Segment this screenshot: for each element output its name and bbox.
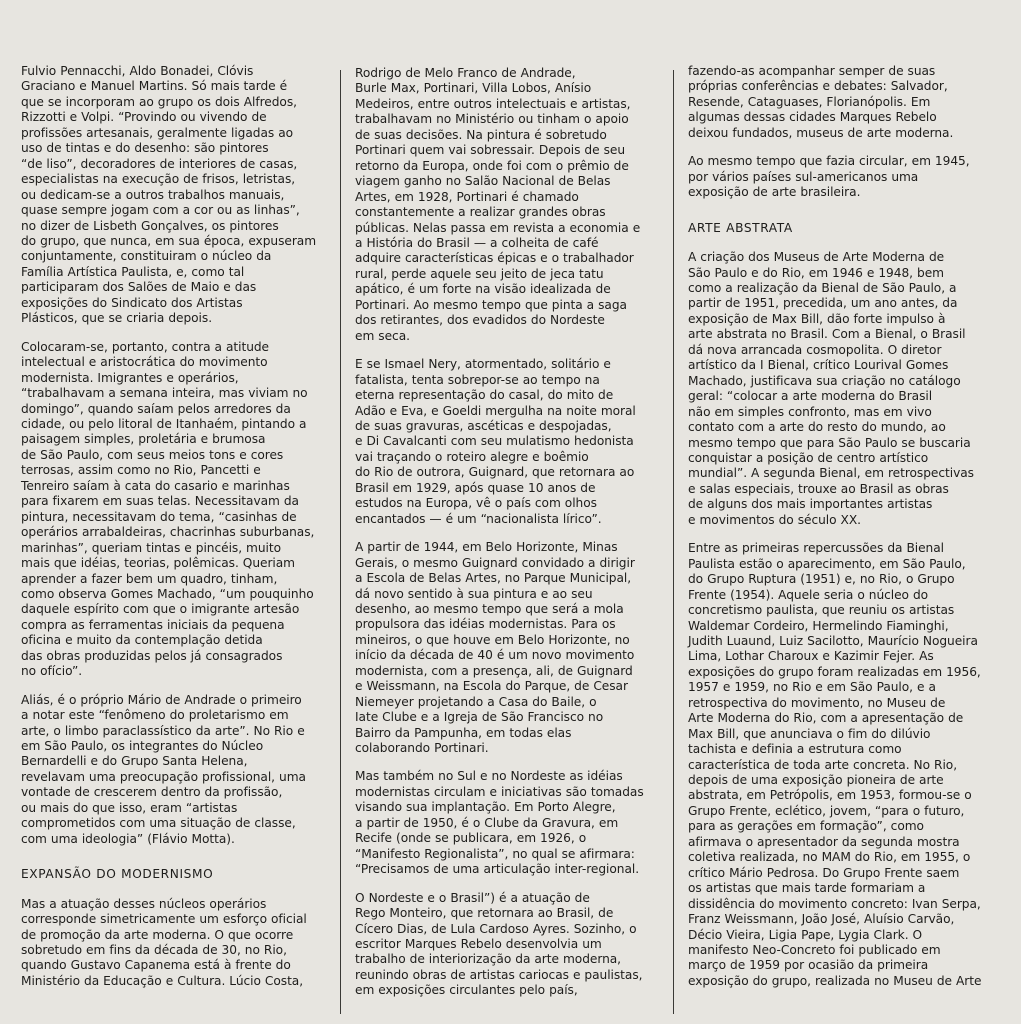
paragraph: fazendo-as acompanhar semper de suas próprias conferências e debates: Salvador, Resende, Cataguases, Florianópolis. Em algumas dessas cidades Marques Rebelo deixou fundados, museus de arte moderna.	[688, 64, 954, 140]
paragraph: Mas a atuação desses núcleos operários corresponde simetricamente um esforço oficial de promoção da arte moderna. O que ocorre sobretudo em fins da década de 30, no Rio, quando Gustavo Capanema está à frente do Ministério da Educação e Cultura. Lúcio Costa,	[21, 896, 307, 988]
paragraph: Mas também no Sul e no Nordeste as idéias modernistas circulam e iniciativas são tomadas visando sua implantação. Em Porto Alegre, a partir de 1950, é o Clube da Gravura, em Recife (onde se publicara, em 1926, o “Manifesto Regionalista”, no qual se afirmara: “Precisamos de uma articulação inter-regional.	[355, 769, 644, 877]
paragraph: O Nordeste e o Brasil”) é a atuação de Rego Monteiro, que retornara ao Brasil, de Cícero Dias, de Lula Cardoso Ayres. Sozinho, o escritor Marques Rebelo desenvolvia um trabalho de interiorização da arte moderna, reunindo obras de artistas cariocas e paulistas, em exposições circulantes pelo país,	[355, 890, 643, 998]
paragraph: Rodrigo de Melo Franco de Andrade, Burle Max, Portinari, Villa Lobos, Anísio Medeiros, entre outros intelectuais e artistas, trabalhavam no Ministério ou tinham o apoio de suas decisões. Na pintura é sobretudo Portinari quem vai sobressair. Depois de seu retorno da Europa, onde foi com o prêmio de viagem ganho no Salão Nacional de Belas Artes, em 1928, Portinari é chamado constantemente a realizar grandes obras públicas. Nelas passa em revista a economia e a História do Brasil — a colheita de café adquire características épicas e o trabalhador rural, perde aquele seu jeito de jeca tatu apático, é um forte na visão idealizada de Portinari. Ao mesmo tempo que pinta a saga dos retirantes, dos evadidos do Nordeste em seca.	[355, 66, 641, 343]
section-heading: EXPANSÃO DO MODERNISMO	[21, 867, 214, 882]
paragraph: Aliás, é o próprio Mário de Andrade o primeiro a notar este “fenômeno do proletarismo em arte, o limbo paraclassístico da arte”. No Rio e em São Paulo, os integrantes do Núcleo Bernardelli e do Grupo Santa Helena, revelavam uma preocupação profissional, uma vontade de crescerem dentro da profissão, ou mais do que isso, eram “artistas comprometidos com uma situação de classe, com uma ideologia” (Flávio Motta).	[21, 692, 306, 846]
section-heading: ARTE ABSTRATA	[688, 220, 793, 235]
paragraph: Entre as primeiras repercussões da Bienal Paulista estão o aparecimento, em São Paulo, do Grupo Ruptura (1951) e, no Rio, o Grupo Frente (1954). Aquele seria o núcleo do concretismo paulista, que reuniu os artistas Waldemar Cordeiro, Hermelindo Fiaminghi, Judith Luaund, Luiz Sacilotto, Maurício Nogueira Lima, Lothar Charoux e Kazimir Fejer. As exposições do grupo foram realizadas em 1956, 1957 e 1959, no Rio e em São Paulo, e a retrospectiva do movimento, no Museu de Arte Moderna do Rio, com a apresentação de Max Bill, que anunciava o fim do dilúvio tachista e definia a estrutura como característica de toda arte concreta. No Rio, depois de uma exposição pioneira de arte abstrata, em Petrópolis, em 1953, formou-se o Grupo Frente, eclético, jovem, “para o futuro, para as gerações em formação”, como afirmava o apresentador da segunda mostra coletiva realizada, no MAM do Rio, em 1955, o crítico Mário Pedrosa. Do Grupo Frente saem os artistas que mais tarde formariam a dissidência do movimento concreto: Ivan Serpa, Franz Weissmann, João José, Aluísio Carvão, Décio Vieira, Ligia Pape, Lygia Clark. O manifesto Neo-Concreto foi publicado em março de 1959 por ocasião da primeira exposição do grupo, realizada no Museu de Arte	[688, 541, 982, 988]
paragraph: Fulvio Pennacchi, Aldo Bonadei, Clóvis Graciano e Manuel Martins. Só mais tarde é que se incorporam ao grupo os dois Alfredos, Rizzotti e Volpi. “Provindo ou vivendo de profissões artesanais, geralmente ligadas ao uso de tintas e do desenho: são pintores “de liso”, decoradores de interiores de casas, especialistas na execução de frisos, letristas, ou dedicam-se a outros trabalhos manuais, quase sempre jogam com a cor ou as linhas”, no dizer de Lisbeth Gonçalves, os pintores do grupo, que nunca, em sua época, expuseram conjuntamente, constituiram o núcleo da Família Artística Paulista, e, como tal participaram dos Salões de Maio e das exposições do Sindicato dos Artistas Plásticos, que se criaria depois.	[21, 64, 317, 326]
text-column-2	[355, 66, 658, 1012]
paragraph: E se Ismael Nery, atormentado, solitário e fatalista, tenta sobrepor-se ao tempo na eterna representação do casal, do mito de Adão e Eva, e Goeldi mergulha na noite moral de suas gravuras, ascéticas e despojadas, e Di Cavalcanti com seu mulatismo hedonista vai traçando o roteiro alegre e boêmio do Rio de outrora, Guignard, que retornara ao Brasil em 1929, após quase 10 anos de estudos na Europa, vê o país com olhos encantados — é um “nacionalista lírico”.	[355, 357, 636, 526]
column-divider	[673, 70, 674, 1014]
text-column-3	[688, 64, 1006, 1002]
paragraph: Ao mesmo tempo que fazia circular, em 1945, por vários países sul-americanos uma exposição de arte brasileira.	[688, 154, 970, 200]
paragraph: A criação dos Museus de Arte Moderna de São Paulo e do Rio, em 1946 e 1948, bem como a realização da Bienal de São Paulo, a partir de 1951, precedida, um ano antes, da exposição de Max Bill, dão forte impulso à arte abstrata no Brasil. Com a Bienal, o Brasil dá nova arrancada cosmopolita. O diretor artístico da I Bienal, crítico Lourival Gomes Machado, justificava sua criação no catálogo geral: “colocar a arte moderna do Brasil não em simples confronto, mas em vivo contato com a arte do resto do mundo, ao mesmo tempo que para São Paulo se buscaria conquistar a posição de centro artístico mundial”. A segunda Bienal, em retrospectivas e salas especiais, trouxe ao Brasil as obras de alguns dos mais importantes artistas e movimentos do século XX.	[688, 250, 974, 527]
column-divider	[340, 70, 341, 1014]
paragraph: Colocaram-se, portanto, contra a atitude intelectual e aristocrática do movimento modernista. Imigrantes e operários, “trabalhavam a semana inteira, mas viviam no domingo”, quando saíam pelos arredores da cidade, ou pelo litoral de Itanhaém, pintando a paisagem simples, proletária e brumosa de São Paulo, com seus meios tons e cores terrosas, assim como no Rio, Pancetti e Tenreiro saíam à cata do casario e marinhas para fixarem em suas telas. Necessitavam da pintura, necessitavam do tema, “casinhas de operários arrabaldeiras, chacrinhas suburbanas, marinhas”, queriam tintas e pincéis, muito mais que idéias, teorias, polêmicas. Queriam aprender a fazer bem um quadro, tinham, como observa Gomes Machado, “um pouquinho daquele espírito com que o imigrante artesão compra as ferramentas iniciais da pequena oficina e muito da contemplação detida das obras produzidas pelos já consagrados no ofício”.	[21, 339, 315, 679]
text-column-1	[21, 64, 333, 1002]
paragraph: A partir de 1944, em Belo Horizonte, Minas Gerais, o mesmo Guignard convidado a dirigir a Escola de Belas Artes, no Parque Municipal, dá novo sentido à sua pintura e ao seu desenho, ao mesmo tempo que será a mola propulsora das idéias modernistas. Para os mineiros, o que houve em Belo Horizonte, no início da década de 40 é um novo movimento modernista, com a presença, ali, de Guignard e Weissmann, na Escola do Parque, de Cesar Niemeyer projetando a Casa do Baile, o Iate Clube e a Igreja de São Francisco no Bairro da Pampunha, em todas elas colaborando Portinari.	[355, 540, 635, 756]
